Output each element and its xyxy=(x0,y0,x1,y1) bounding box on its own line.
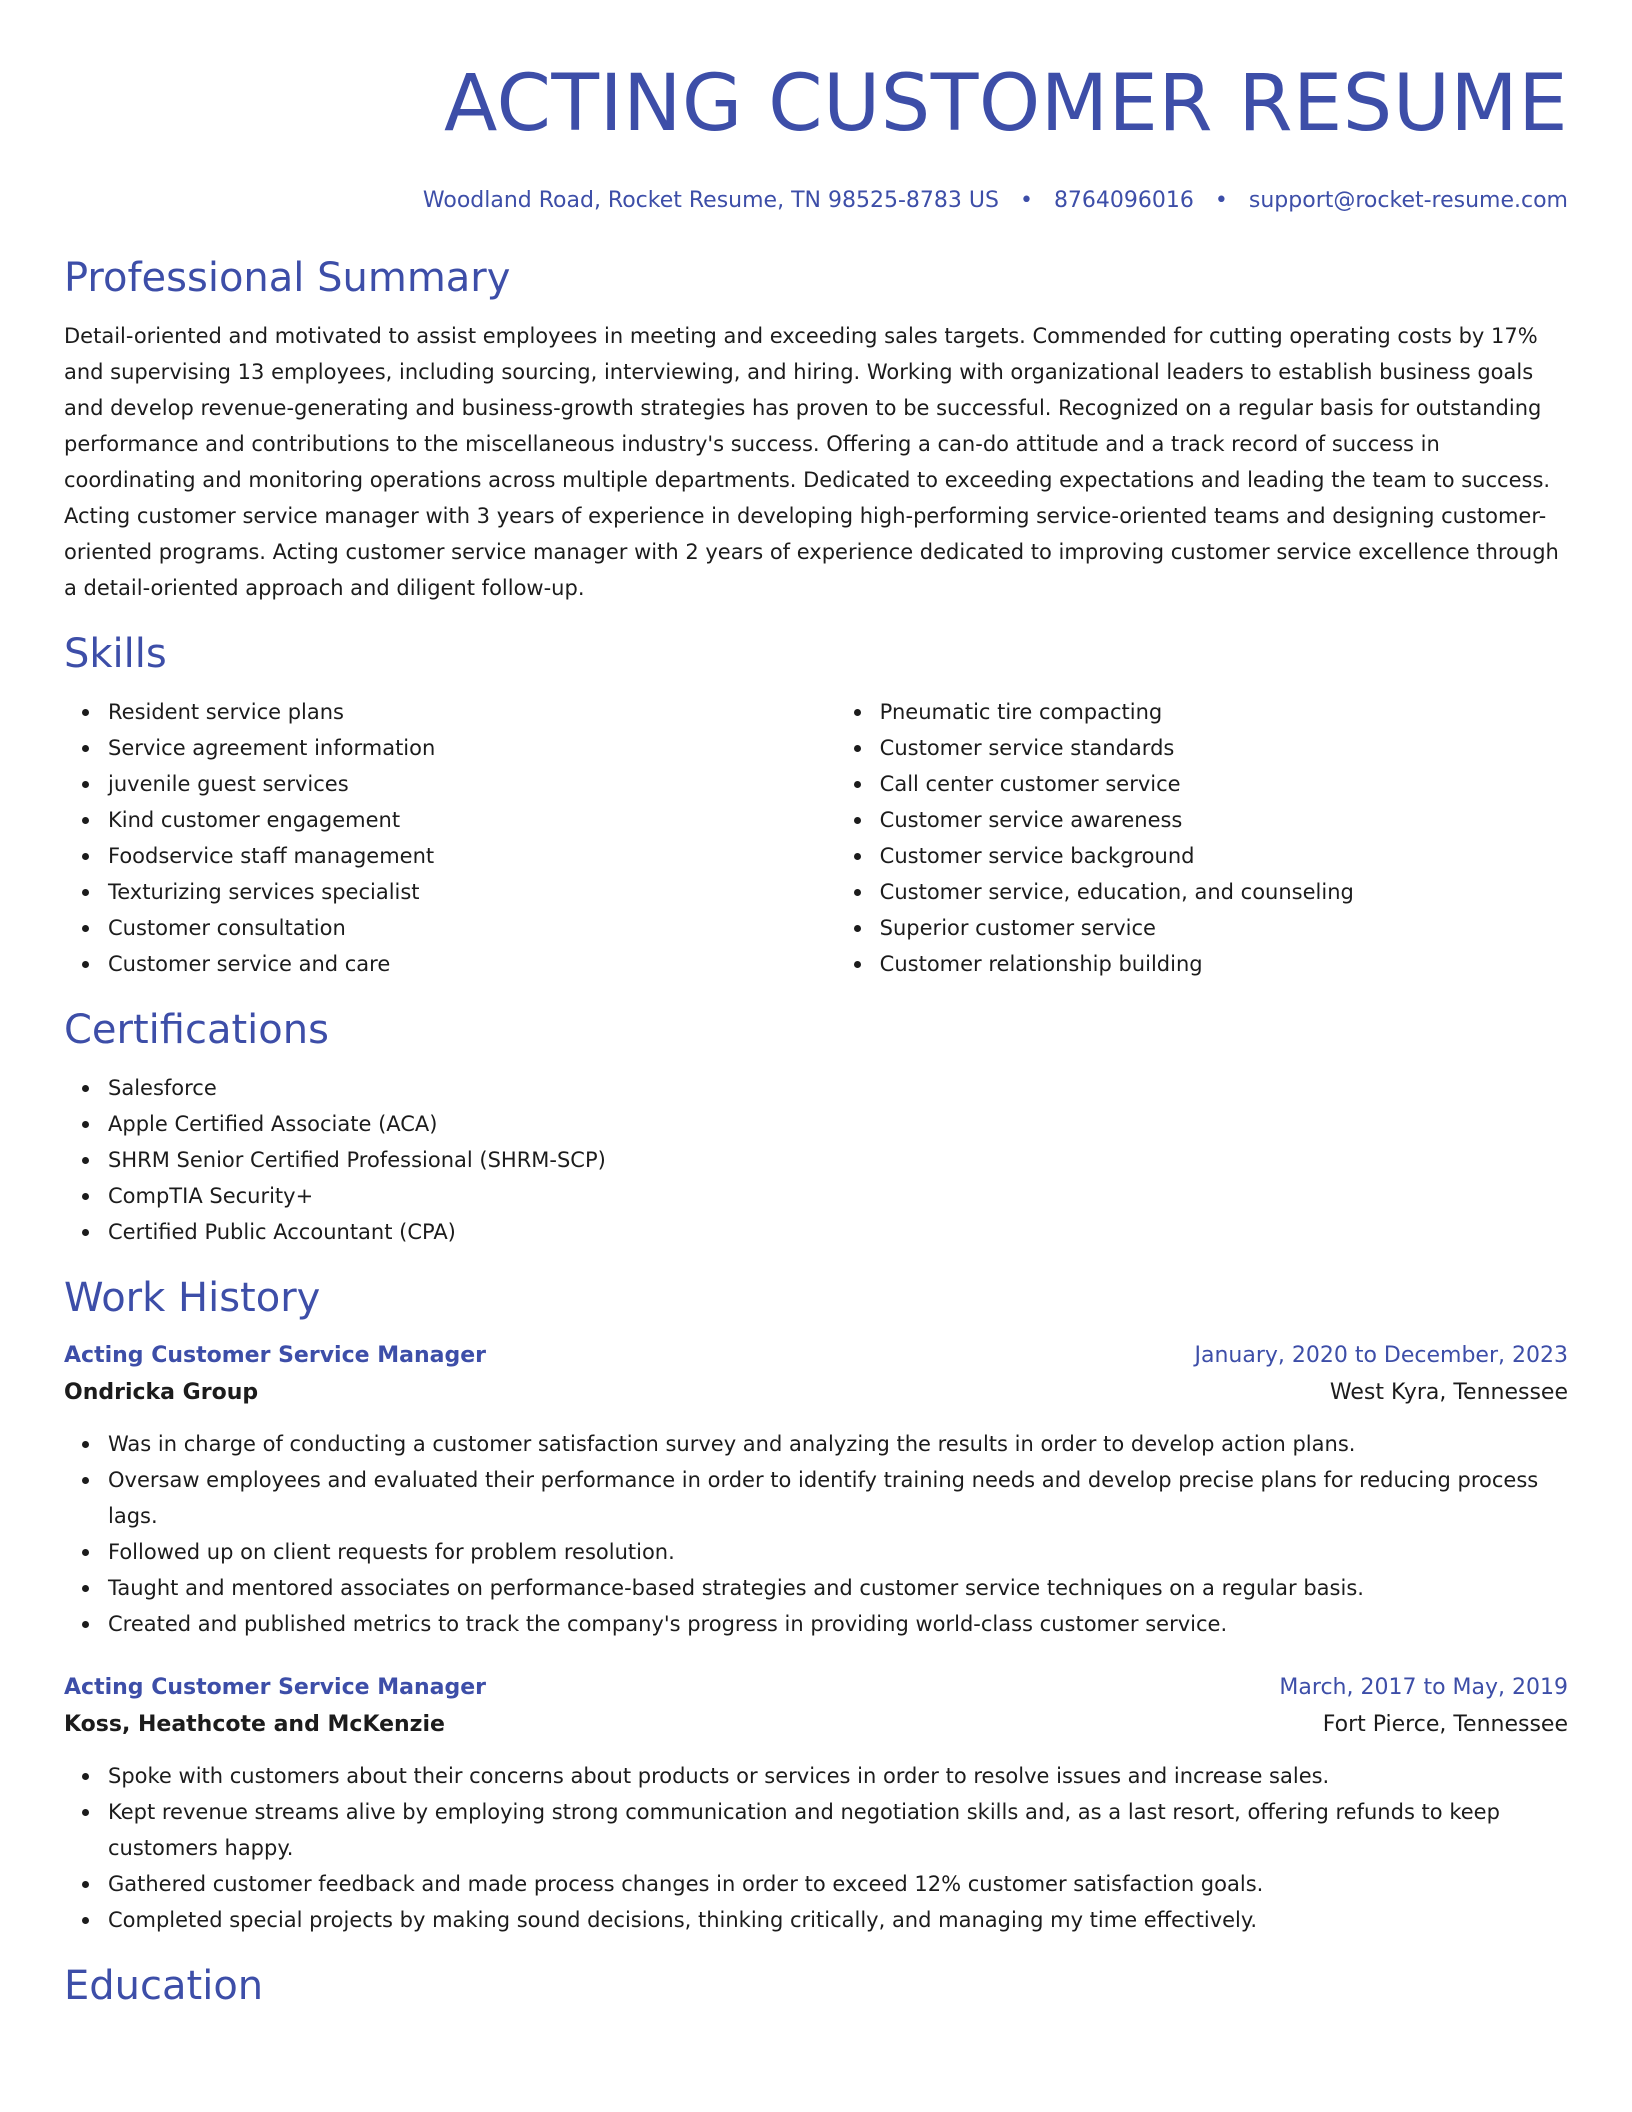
contact-phone: 8764096016 xyxy=(1053,188,1194,213)
resume-name: ACTING CUSTOMER RESUME xyxy=(443,59,1568,149)
job-title: Acting Customer Service Manager xyxy=(64,1343,486,1368)
job-dates: January, 2020 to December, 2023 xyxy=(1194,1343,1568,1368)
job-duty: Gathered customer feedback and made process changes in order to exceed 12% customer satisfaction goals. xyxy=(108,1866,1568,1902)
job-company-row xyxy=(64,1706,1568,1744)
certification-item: Salesforce xyxy=(108,1070,1568,1106)
job-duty: Was in charge of conducting a customer satisfaction survey and analyzing the results in order to develop action plans. xyxy=(108,1426,1568,1462)
work-history-section xyxy=(64,1272,1568,1938)
skill-item: Texturizing services specialist xyxy=(108,874,836,910)
summary-text: Detail-oriented and motivated to assist employees in meeting and exceeding sales targets. Commended for cutting operating costs by 17% and supervising 13 employees, including sourcing, interviewing, and hiring. Working with organizational leaders to establish business goals and develop revenue-generating and business-growth strategies has proven to be successful. Recognized on a regular basis for outstanding performance and contributions to the miscellaneous industry's success. Offering a can-do attitude and a track record of success in coordinating and monitoring operations across multiple departments. Dedicated to exceeding expectations and leading the team to success. Acting customer service manager with 3 years of experience in developing high-performing service-oriented teams and designing customer-oriented programs. Acting customer service manager with 2 years of experience dedicated to improving customer service excellence through a detail-oriented approach and diligent follow-up. xyxy=(64,324,1559,600)
skills-list-left xyxy=(64,694,836,982)
contact-separator: • xyxy=(1019,188,1033,213)
certification-item: Apple Certified Associate (ACA) xyxy=(108,1106,1568,1142)
skills-heading: Skills xyxy=(64,631,167,677)
skill-item: juvenile guest services xyxy=(108,766,836,802)
skills-grid xyxy=(64,694,1568,982)
skill-item: Foodservice staff management xyxy=(108,838,836,874)
job-dates: March, 2017 to May, 2019 xyxy=(1279,1675,1568,1700)
job-duties-list xyxy=(64,1426,1568,1642)
skill-item: Customer service and care xyxy=(108,946,836,982)
skill-item: Customer service awareness xyxy=(880,802,1568,838)
job-duty: Kept revenue streams alive by employing strong communication and negotiation skills and, as a last resort, offering refunds to keep customers happy. xyxy=(108,1794,1568,1866)
skill-item: Pneumatic tire compacting xyxy=(880,694,1568,730)
job-title-row xyxy=(64,1338,1568,1374)
job-company: Koss, Heathcote and McKenzie xyxy=(64,1712,445,1737)
work-history-heading: Work History xyxy=(64,1275,321,1321)
job-location: Fort Pierce, Tennessee xyxy=(1322,1712,1568,1737)
summary-section xyxy=(64,252,1568,606)
job-location: West Kyra, Tennessee xyxy=(1329,1380,1568,1405)
job-title-row xyxy=(64,1670,1568,1706)
skill-item: Customer service, education, and counseling xyxy=(880,874,1568,910)
contact-separator: • xyxy=(1214,188,1228,213)
skill-item: Customer relationship building xyxy=(880,946,1568,982)
education-heading: Education xyxy=(64,1963,264,2009)
job-company: Ondricka Group xyxy=(64,1380,259,1405)
skill-item: Call center customer service xyxy=(880,766,1568,802)
education-section xyxy=(64,1960,1568,2012)
skill-item: Service agreement information xyxy=(108,730,836,766)
certifications-list xyxy=(64,1070,1568,1250)
skill-item: Customer service background xyxy=(880,838,1568,874)
job-duty: Spoke with customers about their concerns about products or services in order to resolve issues and increase sales. xyxy=(108,1758,1568,1794)
job-entry xyxy=(64,1670,1568,1938)
job-duties-list xyxy=(64,1758,1568,1938)
skill-item: Resident service plans xyxy=(108,694,836,730)
job-duty: Taught and mentored associates on performance-based strategies and customer service techniques on a regular basis. xyxy=(108,1570,1568,1606)
contact-line xyxy=(64,186,1568,216)
summary-heading: Professional Summary xyxy=(64,255,511,301)
skill-item: Superior customer service xyxy=(880,910,1568,946)
certification-item: Certified Public Accountant (CPA) xyxy=(108,1214,1568,1250)
certifications-heading: Certifications xyxy=(64,1007,329,1053)
contact-address: Woodland Road, Rocket Resume, TN 98525-8783 US xyxy=(422,188,999,213)
certifications-section xyxy=(64,1004,1568,1250)
job-duty: Completed special projects by making sound decisions, thinking critically, and managing my time effectively. xyxy=(108,1902,1568,1938)
skill-item: Customer service standards xyxy=(880,730,1568,766)
skills-section xyxy=(64,628,1568,982)
job-duty: Followed up on client requests for problem resolution. xyxy=(108,1534,1568,1570)
contact-email[interactable]: support@rocket-resume.com xyxy=(1248,188,1568,213)
skill-item: Customer consultation xyxy=(108,910,836,946)
job-company-row xyxy=(64,1374,1568,1412)
skill-item: Kind customer engagement xyxy=(108,802,836,838)
job-duty: Created and published metrics to track the company's progress in providing world-class customer service. xyxy=(108,1606,1568,1642)
job-duty: Oversaw employees and evaluated their performance in order to identify training needs and develop precise plans for reducing process lags. xyxy=(108,1462,1568,1534)
certification-item: SHRM Senior Certified Professional (SHRM-SCP) xyxy=(108,1142,1568,1178)
certification-item: CompTIA Security+ xyxy=(108,1178,1568,1214)
job-entry xyxy=(64,1338,1568,1642)
job-title: Acting Customer Service Manager xyxy=(64,1675,486,1700)
skills-list-right xyxy=(836,694,1568,982)
